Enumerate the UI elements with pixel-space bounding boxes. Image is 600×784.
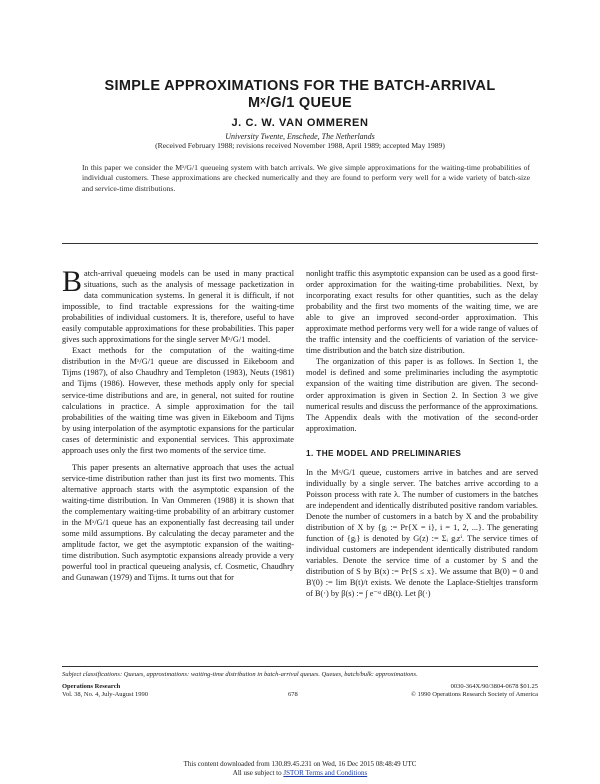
page-number: 678 <box>288 691 298 698</box>
terms-line <box>0 769 600 777</box>
drop-cap-letter: B <box>62 265 83 298</box>
intro-paragraph-5: The organization of this paper is as follows. In Section 1, the model is defined and some preliminaries including the asymptotic expansion of the waiting time distribution are given. The second-order approximation is given in Section 2. In Section 3 we give numerical results and discuss the performance of the approximations. The Appendix deals with the motivation of the second-order approximation. <box>306 357 538 433</box>
intro-paragraph-2: Exact methods for the computation of the waiting-time distribution in the Mˣ/G/1 queue are discussed in Eikeboom and Tijms (1987), of also Chaudhry and Templeton (1983), Neuts (1981) and Tijms (1986). However, these methods apply only for special service-time distributions and are, in general, not suited for routine calculations in practice. A simple approximation for the tail probabilities of the waiting time was given in Eikeboom and Tijms by using interpolation of the asymptotic expansions for the particular cases of deterministic and exponential services. This approximate approach uses only the first two moments of the service time. <box>62 346 294 455</box>
author-affiliation: University Twente, Enschede, The Netherlands <box>225 132 375 141</box>
abstract: In this paper we consider the Mˣ/G/1 queueing system with batch arrivals. We give simple approximations for the waiting-time probabilities of individual customers. These approximations are checked numerically and they are found to perform very well for a wide variety of batch-size and service-time distributions. <box>82 163 530 193</box>
intro-paragraph-1 <box>62 265 294 345</box>
issn-price: 0030-364X/90/3804-0678 $01.25 <box>450 683 538 690</box>
footer-rule <box>62 666 538 667</box>
terms-prefix: All use subject to <box>232 769 284 777</box>
copyright-notice: © 1990 Operations Research Society of America <box>411 691 538 698</box>
author-name: J. C. W. VAN OMMEREN <box>231 117 369 129</box>
paper-title-line-2: Mˣ/G/1 QUEUE <box>248 95 352 111</box>
intro-paragraph-4: nonlight traffic this asymptotic expansion can be used as a good first-order approximation for the waiting-time probabilities. Next, by incorporating exact results for other quantities, such as the delay probability and the first two moments of the waiting time, we are able to give an improved second-order approximation. This approximate method performs very well for a wide range of values of the traffic intensity and the coefficients of variation of the service-time distribution and the batch size distribution. <box>306 269 538 356</box>
section-1-paragraph: In the Mˣ/G/1 queue, customers arrive in batches and are served individually by a single server. The batches arrive according to a Poisson process with rate λ. The number of customers in the batches are independent and identically distributed positive random variables. Denote the number of customers in a batch by X and the probability distribution of X by {gᵢ := Pr{X = i}, i = 1, 2, ...}. The generating function of {gᵢ} is denoted by G(z) := Σᵢ gᵢzⁱ. The service times of individual customers are independent identically distributed random variables. Denote the service time of a customer by S and the distribution of S by B(x) := Pr{S ≤ x}. We assume that B(0) = 0 and B'(0) := lim B(t)/t exists. We denote the Laplace-Stieltjes transform of B(·) by β(s) := ∫ e⁻ˢᵗ dB(t). Let β(·) <box>306 467 538 599</box>
separator-rule <box>62 243 538 244</box>
journal-volume: Vol. 38, No. 4, July-August 1990 <box>62 691 149 698</box>
left-column <box>62 265 294 583</box>
section-heading-1: 1. THE MODEL AND PRELIMINARIES <box>306 448 462 458</box>
paper-title-line-1: SIMPLE APPROXIMATIONS FOR THE BATCH-ARRIVAL <box>104 78 496 94</box>
jstor-terms-link[interactable]: JSTOR Terms and Conditions <box>283 769 368 777</box>
subject-classifications: Subject classifications: Queues, approximations: waiting-time distribution in batch-arrival queues. Queues, batch/bulk: approximations. <box>62 671 418 678</box>
right-column <box>306 268 538 599</box>
intro-paragraph-1-text: atch-arrival queueing models can be used in many practical situations, such as the analysis of message packetization in data communication systems. In general it is difficult, if not impossible, to find tractable expressions for the waiting-time probabilities of individual customers. It is, therefore, useful to have easily computable approximations for these probabilities. This paper gives such approximations for the single server Mˣ/G/1 model. <box>62 269 294 345</box>
received-dates: (Received February 1988; revisions received November 1988, April 1989; accepted May 1989) <box>155 141 445 150</box>
intro-paragraph-3: This paper presents an alternative approach that uses the actual service-time distribution rather than just its first two moments. This alternative approach starts with the asymptotic expansion of the waiting-time distribution. In Van Ommeren (1988) it is shown that the complementary waiting-time probability of an arbitrary customer in the Mˣ/G/1 queue has an exponentially fast decreasing tail under some mild assumptions. By calculating the decay parameter and the amplitude factor, we get the asymptotic expansion of the waiting-time distribution. Such asymptotic expansions already provide a very powerful tool in practical queueing analysis, cf. Cosmetic, Chaudhry and Gunawan (1979) and Tijms. It turns out that for <box>62 462 294 583</box>
download-notice: This content downloaded from 130.89.45.231 on Wed, 16 Dec 2015 08:48:49 UTC <box>183 760 417 768</box>
journal-name: Operations Research <box>62 683 121 690</box>
